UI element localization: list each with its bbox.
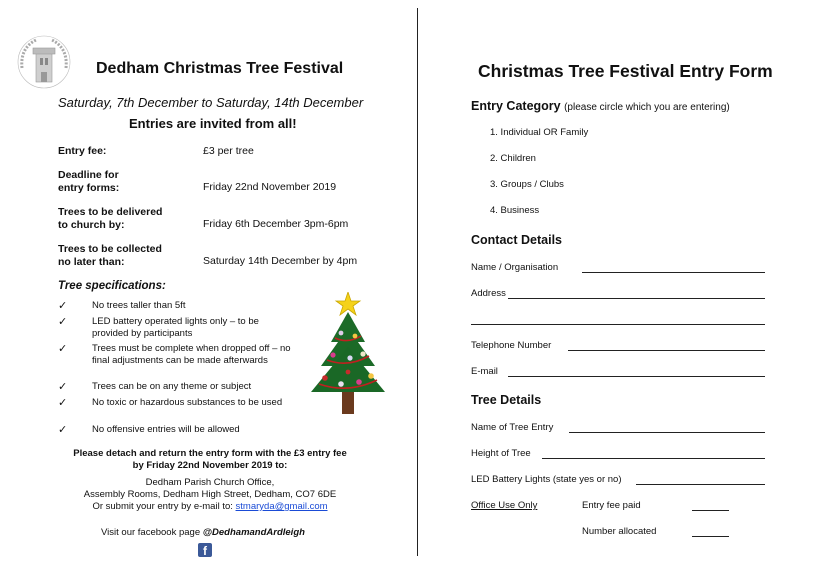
telephone-label: Telephone Number — [471, 340, 552, 351]
tree-details-heading: Tree Details — [471, 393, 542, 407]
deadline-value: Friday 22nd November 2019 — [203, 181, 337, 193]
entry-fee-label: Entry fee: — [58, 145, 107, 157]
category-option[interactable]: 4. Business — [490, 205, 540, 216]
form-title: Christmas Tree Festival Entry Form — [478, 61, 773, 81]
facebook-icon[interactable]: f — [198, 543, 212, 557]
entry-fee-paid-field[interactable] — [692, 510, 729, 511]
led-lights-label: LED Battery Lights (state yes or no) — [471, 474, 622, 485]
tree-height-field[interactable] — [542, 458, 765, 459]
contact-details-heading: Contact Details — [471, 233, 562, 247]
category-option[interactable]: 3. Groups / Clubs — [490, 179, 564, 190]
spec-item: Trees must be complete when dropped off – no final adjustments can be made afterwards — [92, 343, 291, 366]
tick-icon: ✓ — [58, 381, 68, 393]
church-logo — [16, 34, 72, 90]
festival-dates: Saturday, 7th December to Saturday, 14th December — [58, 95, 364, 110]
number-allocated-label: Number allocated — [582, 526, 657, 537]
name-organisation-label: Name / Organisation — [471, 262, 559, 273]
flyer-title: Dedham Christmas Tree Festival — [96, 60, 344, 77]
return-instructions: Please detach and return the entry form with the £3 entry fee by Friday 22nd November 2019 to: — [73, 448, 347, 471]
tick-icon: ✓ — [58, 300, 68, 312]
tick-icon: ✓ — [58, 397, 68, 409]
tick-icon: ✓ — [58, 343, 68, 355]
invitation-line: Entries are invited from all! — [129, 116, 297, 131]
email-field[interactable] — [508, 376, 765, 377]
deadline-label: Deadline for entry forms: — [58, 169, 120, 194]
facebook-line: Visit our facebook page @DedhamandArdleigh — [101, 527, 305, 538]
address-label: Address — [471, 288, 506, 299]
name-organisation-field[interactable] — [582, 272, 765, 273]
christmas-tree-illustration — [305, 292, 391, 416]
spec-item: No toxic or hazardous substances to be used — [92, 397, 283, 408]
return-address: Dedham Parish Church Office, Assembly Rooms, Dedham High Street, Dedham, CO7 6DE Or submit your entry by e-mail to: stmaryda@gmail.com — [83, 477, 337, 512]
telephone-field[interactable] — [568, 350, 765, 351]
collection-value: Saturday 14th December by 4pm — [203, 255, 358, 267]
delivery-label: Trees to be delivered to church by: — [58, 206, 163, 231]
tree-name-field[interactable] — [569, 432, 765, 433]
tear-off-divider — [417, 8, 418, 556]
facebook-handle: @DedhamandArdleigh — [202, 527, 305, 538]
spec-item: No trees taller than 5ft — [92, 300, 186, 311]
delivery-value: Friday 6th December 3pm-6pm — [203, 218, 349, 230]
collection-label: Trees to be collected no later than: — [58, 243, 162, 268]
entry-fee-paid-label: Entry fee paid — [582, 500, 641, 511]
email-label: E-mail — [471, 366, 498, 377]
number-allocated-field[interactable] — [692, 536, 729, 537]
spec-item: No offensive entries will be allowed — [92, 424, 240, 435]
entry-category-heading: Entry Category (please circle which you are entering) — [471, 99, 730, 113]
email-link[interactable]: stmaryda@gmail.com — [235, 501, 328, 512]
tree-height-label: Height of Tree — [471, 448, 531, 459]
category-option[interactable]: 2. Children — [490, 153, 536, 164]
led-lights-field[interactable] — [636, 484, 765, 485]
tick-icon: ✓ — [58, 424, 68, 436]
address-field-line-2[interactable] — [471, 324, 765, 325]
tree-name-label: Name of Tree Entry — [471, 422, 554, 433]
tick-icon: ✓ — [58, 316, 68, 328]
entry-fee-value: £3 per tree — [203, 145, 254, 157]
address-field-line-1[interactable] — [508, 298, 765, 299]
spec-item: LED battery operated lights only – to be provided by participants — [92, 316, 259, 339]
office-use-label: Office Use Only — [471, 500, 538, 511]
category-option[interactable]: 1. Individual OR Family — [490, 127, 589, 138]
specs-heading: Tree specifications: — [58, 280, 166, 292]
spec-item: Trees can be on any theme or subject — [92, 381, 252, 392]
